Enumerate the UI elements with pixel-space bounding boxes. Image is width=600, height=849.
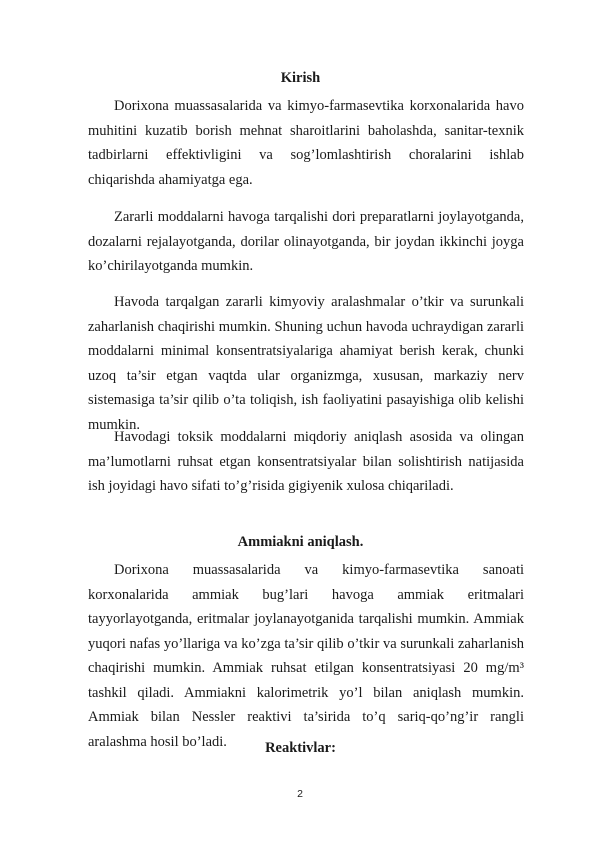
page-number: 2 — [297, 788, 303, 800]
paragraph-text: Zararli moddalarni havoga tarqalishi dori preparatlarni joylayotganda, dozalarni rejalayotganda, dorilar olinayotganda, bir joydan ikkinchi joyga ko’chirilayotganda mumkin. — [88, 209, 524, 274]
section-heading-kirish: Kirish — [280, 70, 321, 86]
paragraph-intro-4 — [88, 425, 524, 499]
paragraph-intro-1 — [88, 94, 524, 192]
paragraph-text: Havodagi toksik moddalarni miqdoriy aniqlash asosida va olingan ma’lumotlarni ruhsat etgan konsentratsiyalar bilan solishtirish natijasida ish joyidagi havo sifati to’g’risida gigiyenik xulosa chiqariladi. — [88, 429, 524, 494]
paragraph-intro-2 — [88, 205, 524, 279]
paragraph-ammiak-1 — [88, 558, 524, 754]
paragraph-text: Dorixona muassasalarida va kimyo-farmasevtika korxonalarida havo muhitini kuzatib borish mehnat sharoitlarini baholashda, sanitar-texnik tadbirlarni effektivligini va sog’lomlashtirish choralarini ishlab chiqarishda ahamiyatga ega. — [88, 98, 524, 188]
paragraph-intro-3 — [88, 290, 524, 437]
paragraph-text: Dorixona muassasalarida va kimyo-farmasevtika sanoati korxonalarida ammiak bug’lari havoga ammiak eritmalari tayyorlayotganda, eritmalar joylanayotganida tarqalishi mumkin. Ammiak yuqori nafas yo’llariga va ko’zga ta’sir qilib o’tkir va surunkali zaharlanish chaqirishi mumkin. Ammiak ruhsat etilgan konsentratsiyasi 20 mg/m³ tashkil qiladi. Ammiakni kalorimetrik yo’l bilan aniqlash mumkin. Ammiak bilan Nessler reaktivi ta’sirida to’q sariq-qo’ng’ir rangli aralashma hosil bo’ladi. — [88, 562, 524, 750]
section-heading-reaktivlar: Reaktivlar: — [265, 740, 336, 756]
section-heading-ammiak: Ammiakni aniqlash. — [237, 534, 364, 550]
paragraph-text: Havoda tarqalgan zararli kimyoviy aralashmalar o’tkir va surunkali zaharlanish chaqirishi mumkin. Shuning uchun havoda uchraydigan zararli moddalarni minimal konsentratsiyalariga ahamiyat berish kerak, chunki uzoq ta’sir etgan vaqtda ular organizmga, xususan, markaziy nerv sistemasiga ta’sir qilib o’ta toliqish, ish faoliyatini pasayishiga olib kelishi mumkin. — [88, 294, 524, 433]
